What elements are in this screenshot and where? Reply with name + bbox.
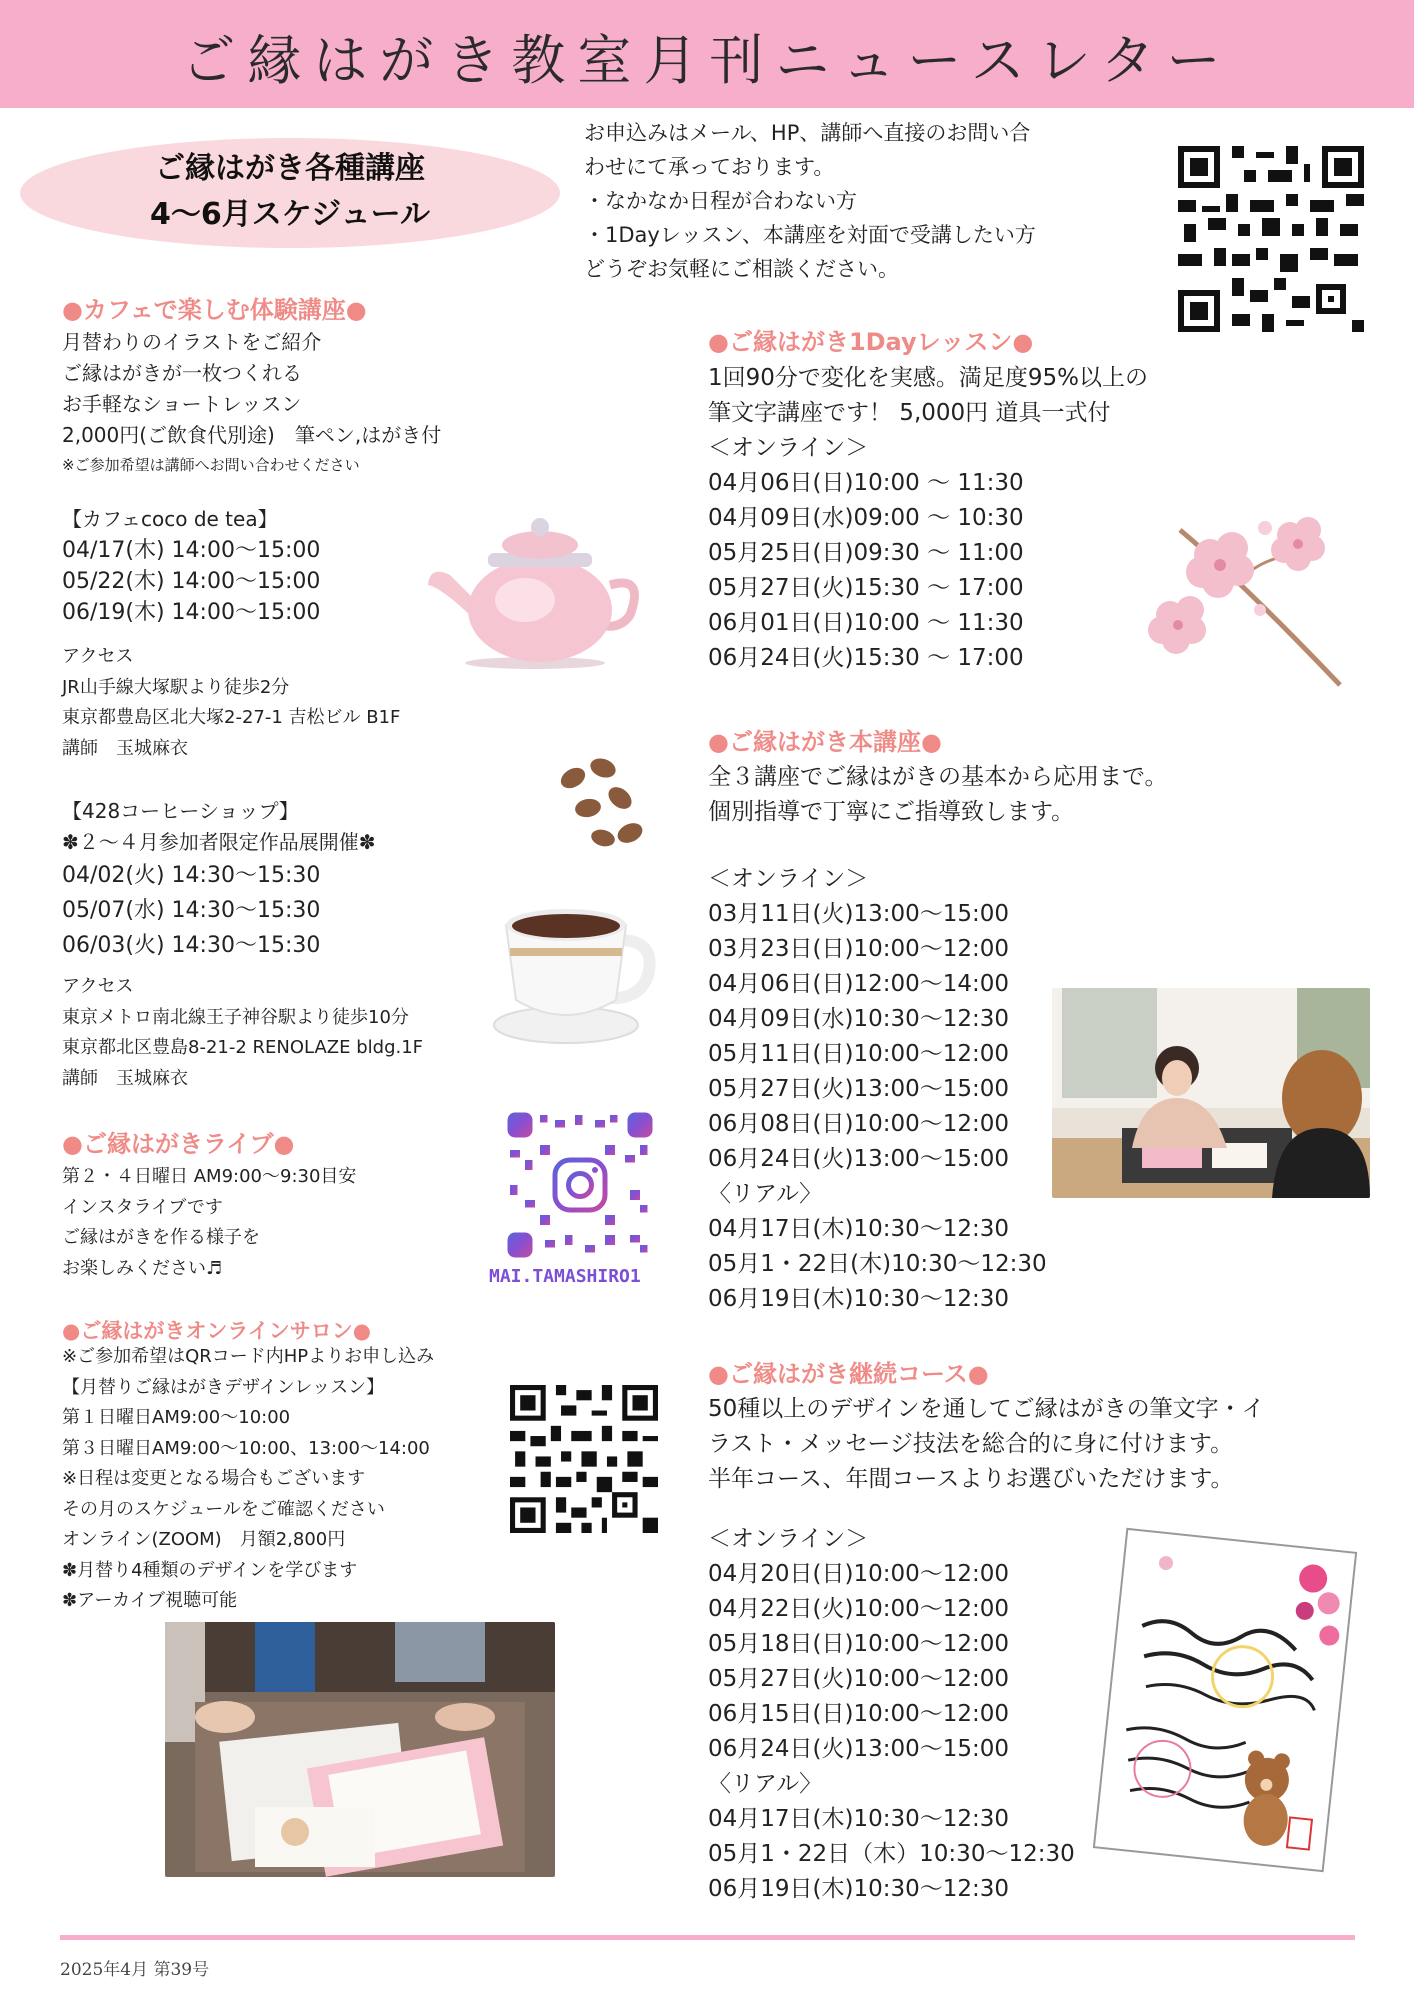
instagram-qr-icon	[505, 1110, 655, 1260]
main-course-dates	[708, 862, 1047, 1317]
venue-info-line: 講師 玉城麻衣	[62, 737, 188, 759]
venue-info-line: アクセス	[62, 976, 134, 997]
continue-course-desc-line: 半年コース、年間コースよりお選びいただけます。	[708, 1466, 1234, 1492]
main-course-desc-line: 全３講座でご縁はがきの基本から応用まで。	[708, 764, 1168, 790]
live-description	[62, 1162, 356, 1284]
main-course-real-label: 〈リアル〉	[708, 1181, 823, 1207]
schedule-heading-line2: 4〜6月スケジュール	[150, 197, 430, 232]
continue-course-online-label: ＜オンライン＞	[708, 1526, 869, 1552]
main-course-date: 05月27日(火)13:00〜15:00	[708, 1076, 1010, 1102]
cafe-desc-line: ご縁はがきが一枚つくれる	[62, 361, 302, 385]
oneday-date: 06月24日(火)15:30 〜 17:00	[708, 645, 1024, 671]
continue-course-date: 04月20日(日)10:00〜12:00	[708, 1561, 1010, 1587]
continue-course-date: 06月24日(火)13:00〜15:00	[708, 1736, 1010, 1762]
salon-line: ※日程は変更となる場合もございます	[62, 1468, 366, 1489]
venue-coco-info	[62, 642, 400, 764]
continue-course-date: 04月17日(木)10:30〜12:30	[708, 1806, 1010, 1832]
venue-date: 06/19(木) 14:00〜15:00	[62, 600, 321, 625]
continue-course-real-label: 〈リアル〉	[708, 1771, 823, 1797]
main-course-lesson-photo	[1052, 988, 1370, 1198]
live-line: 第２・４日曜日 AM9:00〜9:30目安	[62, 1166, 357, 1187]
venue-name: 【428コーヒーショップ】	[62, 799, 299, 823]
salon-qr-icon	[510, 1385, 658, 1533]
salon-lesson-photo	[165, 1622, 555, 1877]
instagram-qr-code[interactable]	[505, 1110, 655, 1260]
venue-info-line: JR山手線大塚駅より徒歩2分	[62, 676, 290, 698]
salon-line: 第１日曜日AM9:00〜10:00	[62, 1407, 291, 1428]
venue-name: 【カフェcoco de tea】	[62, 507, 278, 531]
continue-course-date: 06月15日(日)10:00〜12:00	[708, 1701, 1010, 1727]
salon-qr-code[interactable]	[510, 1385, 658, 1533]
oneday-content	[708, 361, 1148, 676]
oneday-date: 04月09日(水)09:00 〜 10:30	[708, 505, 1024, 531]
cafe-description	[62, 327, 441, 451]
salon-line: ✽月替り4種類のデザインを学びます	[62, 1559, 358, 1581]
continue-course-desc-line: 50種以上のデザインを通してご縁はがきの筆文字・イ	[708, 1396, 1265, 1422]
schedule-heading	[20, 146, 560, 238]
continue-course-heading: ●ご縁はがき継続コース●	[708, 1360, 989, 1388]
teapot-icon	[420, 505, 650, 670]
venue-special: ✽２〜４月参加者限定作品展開催✽	[62, 830, 376, 854]
main-course-date: 05月1・22日(木)10:30〜12:30	[708, 1251, 1047, 1277]
contact-qr-code[interactable]	[1172, 140, 1370, 338]
main-course-date: 04月06日(日)12:00〜14:00	[708, 971, 1010, 997]
intro-line: お申込みはメール、HP、講師へ直接のお問い合	[584, 121, 1031, 145]
salon-heading: ●ご縁はがきオンラインサロン●	[62, 1319, 372, 1343]
coffee-beans-icon	[548, 748, 658, 858]
salon-line: ※ご参加希望はQRコード内HPよりお申し込み	[62, 1346, 435, 1367]
live-line: ご縁はがきを作る様子を	[62, 1227, 260, 1248]
main-course-date: 06月19日(木)10:30〜12:30	[708, 1286, 1010, 1312]
venue-info-line: 東京都北区豊島8-21-2 RENOLAZE bldg.1F	[62, 1037, 424, 1058]
salon-description	[62, 1342, 434, 1617]
continue-course-date: 04月22日(火)10:00〜12:00	[708, 1596, 1010, 1622]
oneday-mode-label: ＜オンライン＞	[708, 435, 869, 461]
continue-course-date: 05月1・22日（木）10:30〜12:30	[708, 1841, 1075, 1867]
oneday-date: 06月01日(日)10:00 〜 11:30	[708, 610, 1024, 636]
main-course-online-label: ＜オンライン＞	[708, 866, 869, 892]
venue-info-line: 講師 玉城麻衣	[62, 1067, 188, 1089]
qr-code-icon	[1172, 140, 1370, 338]
live-line: インスタライブです	[62, 1196, 223, 1218]
continue-course-date: 05月18日(日)10:00〜12:00	[708, 1631, 1010, 1657]
oneday-date: 04月06日(日)10:00 〜 11:30	[708, 470, 1024, 496]
main-course-date: 03月11日(火)13:00〜15:00	[708, 901, 1010, 927]
cafe-note: ※ご参加希望は講師へお問い合わせください	[62, 456, 360, 474]
venue-coco-de-tea	[62, 504, 320, 628]
cherry-blossom-icon	[1140, 500, 1350, 690]
intro-line: わせにて承っております。	[584, 155, 835, 179]
oneday-date: 05月27日(火)15:30 〜 17:00	[708, 575, 1024, 601]
venue-info-line: 東京メトロ南北線王子神谷駅より徒歩10分	[62, 1006, 409, 1028]
salon-line: 【月替りご縁はがきデザインレッスン】	[62, 1376, 385, 1398]
continue-course-desc-line: ラスト・メッセージ技法を総合的に身に付けます。	[708, 1431, 1234, 1457]
goen-hagaki-postcard-artwork	[1090, 1525, 1360, 1875]
main-course-desc	[708, 760, 1168, 830]
instagram-handle[interactable]: MAI.TAMASHIRO1	[489, 1266, 641, 1287]
newsletter-title: ご縁はがき教室月刊ニュースレター	[181, 29, 1233, 92]
salon-line: その月のスケジュールをご確認ください	[62, 1498, 385, 1520]
venue-date: 04/02(火) 14:30〜15:30	[62, 863, 321, 888]
intro-line: どうぞお気軽にご相談ください。	[584, 257, 899, 281]
main-course-date: 05月11日(日)10:00〜12:00	[708, 1041, 1010, 1067]
cafe-heading: ●カフェで楽しむ体験講座●	[62, 296, 367, 324]
venue-date: 05/22(木) 14:00〜15:00	[62, 569, 321, 594]
cafe-desc-line: 月替わりのイラストをご紹介	[62, 330, 322, 354]
salon-line: オンライン(ZOOM) 月額2,800円	[62, 1529, 346, 1550]
issue-label: 2025年4月 第39号	[60, 1960, 210, 1980]
live-heading: ●ご縁はがきライブ●	[62, 1130, 295, 1158]
venue-428-info	[62, 972, 423, 1094]
intro-line: ・なかなか日程が合わない方	[584, 189, 857, 213]
venue-date: 05/07(水) 14:30〜15:30	[62, 898, 321, 923]
oneday-date: 05月25日(日)09:30 〜 11:00	[708, 540, 1024, 566]
cafe-desc-line: 2,000円(ご飲食代別途) 筆ペン,はがき付	[62, 423, 442, 447]
main-course-date: 04月17日(木)10:30〜12:30	[708, 1216, 1010, 1242]
oneday-heading: ●ご縁はがき1Dayレッスン●	[708, 328, 1034, 356]
continue-course-desc	[708, 1392, 1265, 1497]
venue-date: 06/03(火) 14:30〜15:30	[62, 933, 321, 958]
footer-divider	[60, 1935, 1355, 1940]
oneday-desc-line: 筆文字講座です！ 5,000円 道具一式付	[708, 400, 1111, 426]
continue-course-dates	[708, 1522, 1075, 1907]
venue-info-line: 東京都豊島区北大塚2-27-1 吉松ビル B1F	[62, 707, 401, 728]
schedule-heading-line1: ご縁はがき各種講座	[155, 151, 425, 186]
main-course-date: 04月09日(水)10:30〜12:30	[708, 1006, 1010, 1032]
intro-line: ・1Dayレッスン、本講座を対面で受講したい方	[584, 223, 1036, 247]
venue-date: 04/17(木) 14:00〜15:00	[62, 538, 321, 563]
continue-course-date: 05月27日(火)10:00〜12:00	[708, 1666, 1010, 1692]
oneday-desc-line: 1回90分で変化を実感。満足度95%以上の	[708, 365, 1149, 391]
main-course-heading: ●ご縁はがき本講座●	[708, 728, 942, 756]
main-course-date: 06月08日(日)10:00〜12:00	[708, 1111, 1010, 1137]
venue-428-coffee	[62, 796, 376, 963]
live-line: お楽しみください♬	[62, 1257, 223, 1279]
main-course-desc-line: 個別指導で丁寧にご指導致します。	[708, 799, 1075, 825]
main-course-date: 06月24日(火)13:00〜15:00	[708, 1146, 1010, 1172]
salon-line: ✽アーカイブ視聴可能	[62, 1590, 238, 1611]
venue-info-line: アクセス	[62, 646, 134, 667]
coffee-cup-icon	[488, 890, 658, 1050]
continue-course-date: 06月19日(木)10:30〜12:30	[708, 1876, 1010, 1902]
cafe-desc-line: お手軽なショートレッスン	[62, 392, 302, 416]
main-course-date: 03月23日(日)10:00〜12:00	[708, 936, 1010, 962]
salon-line: 第３日曜日AM9:00〜10:00、13:00〜14:00	[62, 1437, 430, 1459]
intro-text	[584, 116, 1036, 286]
